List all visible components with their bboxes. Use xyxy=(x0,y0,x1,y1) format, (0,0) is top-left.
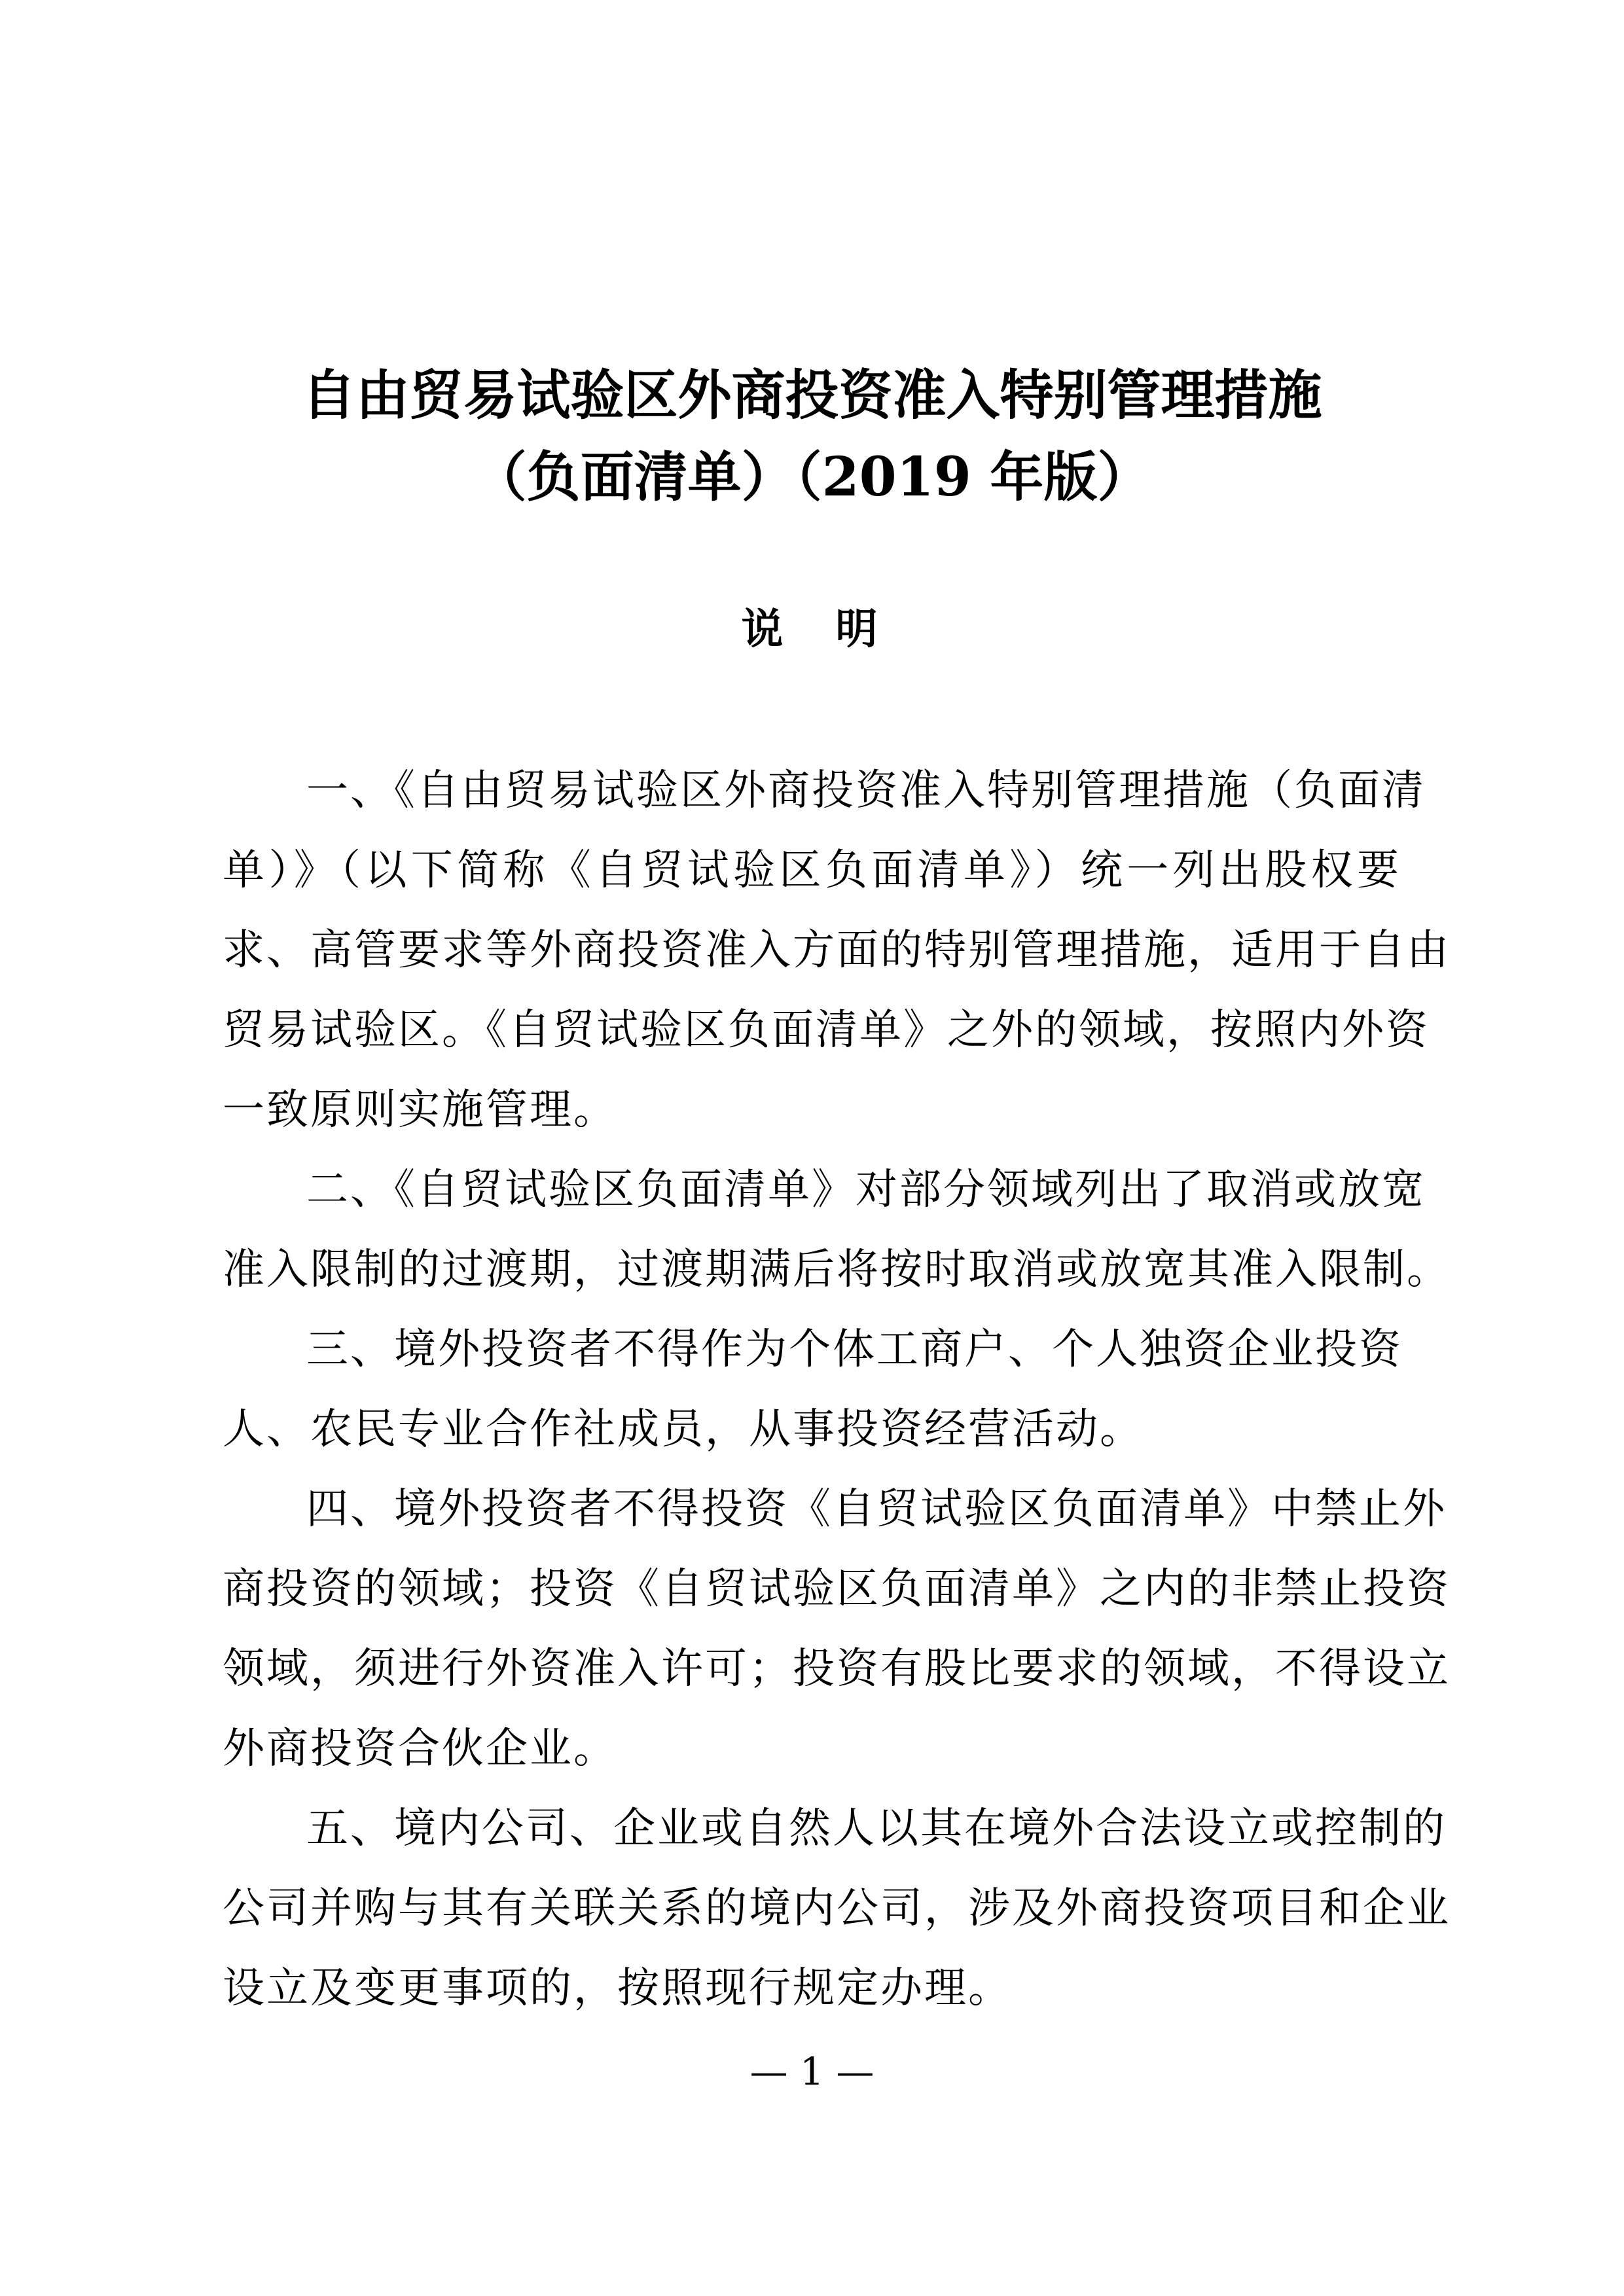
paragraph-2 xyxy=(223,1150,1451,1310)
document-body xyxy=(223,751,1451,2028)
section-heading: 说 明 xyxy=(741,605,883,654)
paragraph-3 xyxy=(223,1310,1401,1469)
body-line: 准入限制的过渡期，过渡期满后将按时取消或放宽其准入限制。 xyxy=(223,1246,1451,1294)
body-line: 贸易试验区。《自贸试验区负面清单》之外的领域，按照内外资 xyxy=(223,1006,1430,1054)
body-line: 单）》（以下简称《自贸试验区负面清单》）统一列出股权要 xyxy=(223,846,1401,895)
body-line: 人、农民专业合作社成员，从事投资经营活动。 xyxy=(223,1405,1144,1454)
body-line: 一致原则实施管理。 xyxy=(223,1086,617,1134)
body-line: 公司并购与其有关联关系的境内公司，涉及外商投资项目和企业 xyxy=(223,1884,1451,1933)
paragraph-4 xyxy=(223,1469,1451,1789)
document-title-line-1: 自由贸易试验区外商投资准入特别管理措施 xyxy=(302,364,1322,427)
body-line: 设立及变更事项的，按照现行规定办理。 xyxy=(223,1964,1012,2013)
body-line: 五、境内公司、企业或自然人以其在境外合法设立或控制的 xyxy=(306,1804,1447,1853)
body-line: 求、高管要求等外商投资准入方面的特别管理措施，适用于自由 xyxy=(223,926,1451,975)
body-line: 一、《自由贸易试验区外商投资准入特别管理措施（负面清 xyxy=(306,766,1426,815)
paragraph-1 xyxy=(223,751,1451,1150)
body-line: 四、境外投资者不得投资《自贸试验区负面清单》中禁止外 xyxy=(306,1485,1447,1534)
body-line: 商投资的领域；投资《自贸试验区负面清单》之内的非禁止投资 xyxy=(223,1565,1451,1613)
document-title-line-2: （负面清单）（2019 年版） xyxy=(473,446,1151,509)
body-line: 领域，须进行外资准入许可；投资有股比要求的领域，不得设立 xyxy=(223,1645,1451,1693)
paragraph-5 xyxy=(223,1789,1451,2028)
body-line: 外商投资合伙企业。 xyxy=(223,1725,617,1773)
page-number: — 1 — xyxy=(749,2049,875,2094)
body-line: 二、《自贸试验区负面清单》对部分领域列出了取消或放宽 xyxy=(306,1166,1426,1214)
body-line: 三、境外投资者不得作为个体工商户、个人独资企业投资 xyxy=(306,1325,1403,1374)
